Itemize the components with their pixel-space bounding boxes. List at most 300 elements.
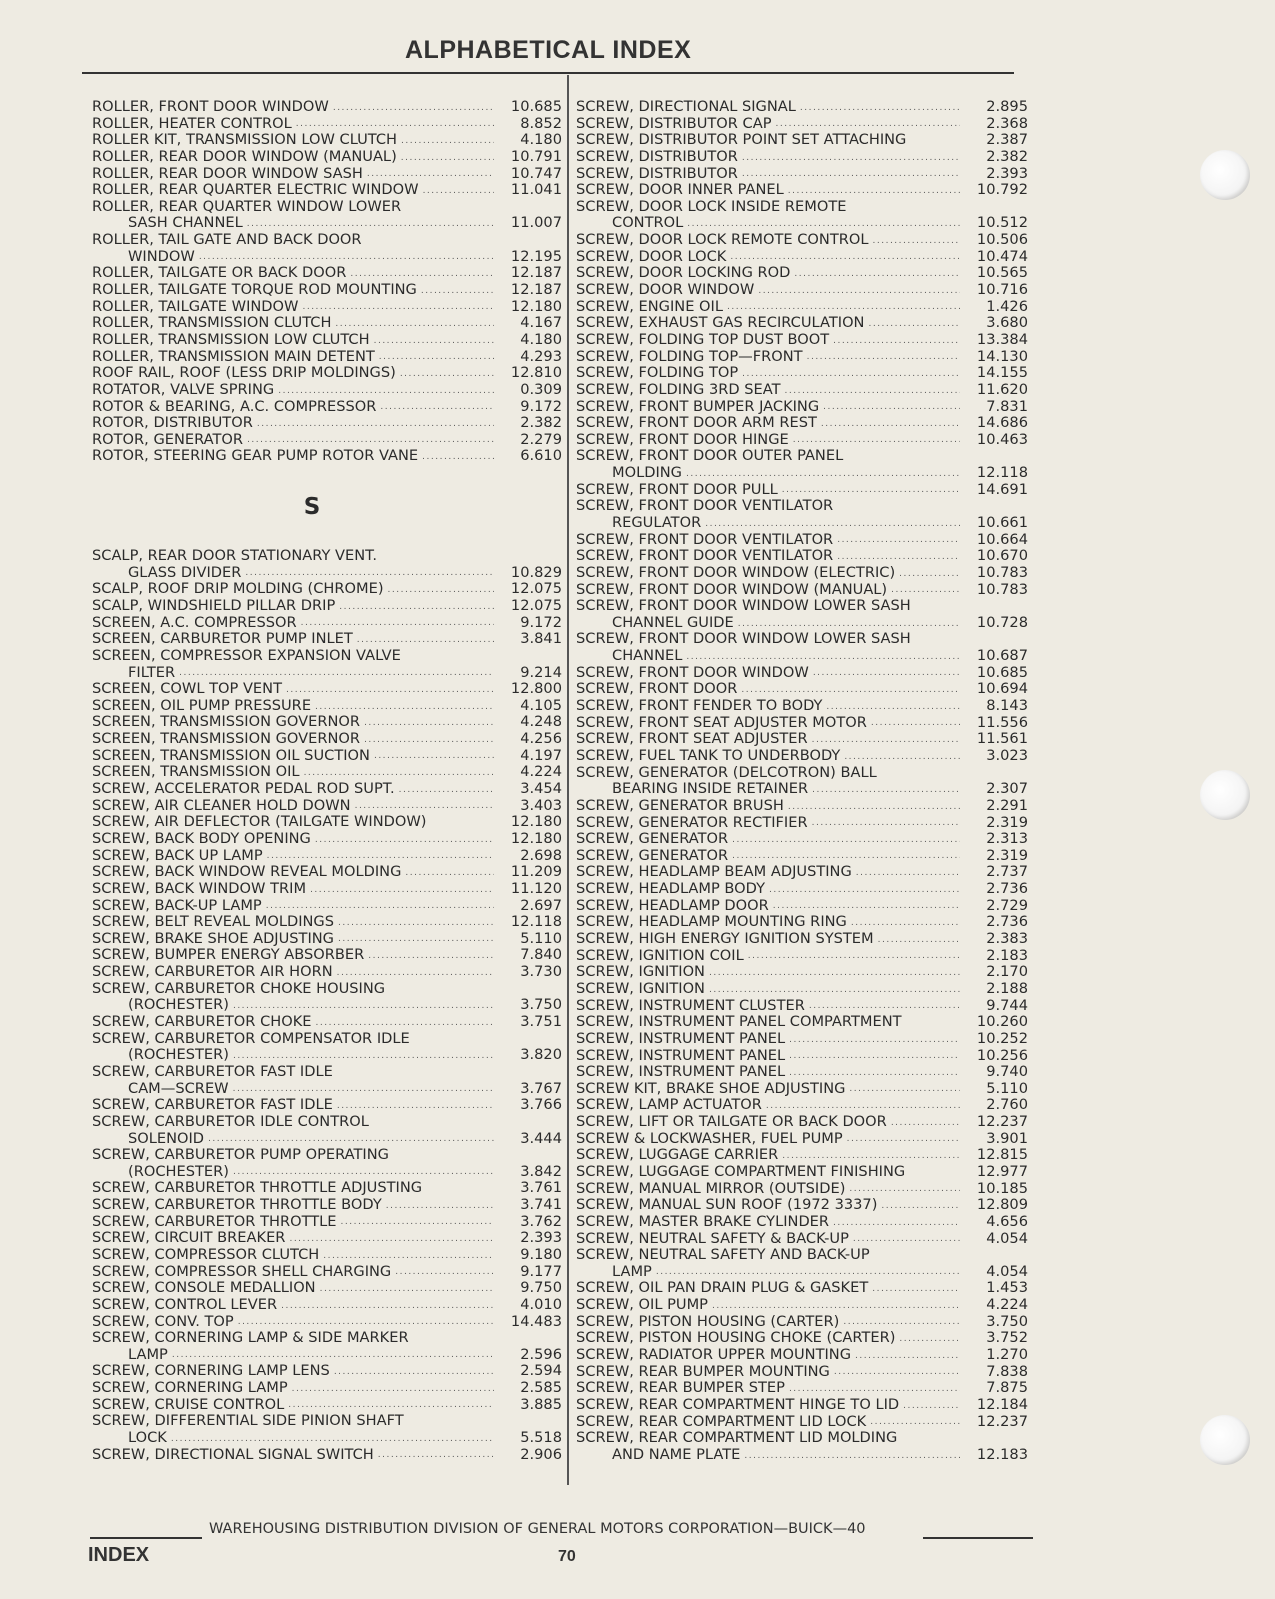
index-entry [576,215,1028,232]
entry-text: LAMP [128,1345,168,1363]
entry-page-ref: 2.729 [986,896,1028,914]
index-entry [576,1380,1028,1397]
index-entry [92,1297,562,1314]
entry-page-ref: 4.180 [520,330,562,348]
entry-text: SCREW, DOOR WINDOW [576,281,755,299]
leader-dots [304,767,494,779]
entry-text: SCREW, CORNERING LAMP LENS [92,1362,330,1380]
index-entry [92,265,562,282]
entry-page-ref: 10.783 [976,580,1028,598]
entry-text: SCREW, DIFFERENTIAL SIDE PINION SHAFT [92,1412,404,1430]
entry-page-ref: 1.426 [986,297,1028,315]
index-entry [576,1447,1028,1464]
leader-dots [315,834,494,846]
leader-dots [267,850,494,862]
entry-text: SCREW, CRUISE CONTROL [92,1395,285,1413]
index-entry [92,1447,562,1464]
entry-page-ref: 3.762 [520,1212,562,1230]
entry-text: ROTOR & BEARING, A.C. COMPRESSOR [92,397,377,415]
entry-page-ref: 2.736 [986,913,1028,931]
leader-dots [812,817,960,829]
entry-page-ref: 10.791 [510,147,562,165]
index-entry [92,415,562,432]
entry-page-ref: 8.143 [986,697,1028,715]
index-entry [92,997,562,1014]
leader-dots [788,801,960,813]
leader-dots [742,168,960,180]
entry-page-ref: 2.895 [986,97,1028,115]
page-number: 70 [558,1548,576,1565]
entry-page-ref: 10.260 [976,1013,1028,1031]
entry-page-ref: 7.838 [986,1362,1028,1380]
leader-dots [334,1366,494,1378]
entry-text: (ROCHESTER) [128,996,229,1014]
index-entry [92,1081,562,1098]
footer-rule-left [90,1537,202,1539]
index-entry [576,1364,1028,1381]
index-entry [576,681,1028,698]
entry-text: SCREW KIT, BRAKE SHOE ADJUSTING [576,1079,846,1097]
index-entry [576,731,1028,748]
leader-dots [833,335,960,347]
index-entry [92,166,562,183]
index-entry [92,848,562,865]
index-entry [92,182,562,199]
leader-dots [727,301,960,313]
index-entry [576,1197,1028,1214]
index-entry [92,1214,562,1231]
leader-dots [338,917,494,929]
leader-dots [245,567,494,579]
entry-page-ref: 10.716 [976,281,1028,299]
index-entry [576,349,1028,366]
entry-page-ref: 4.197 [520,746,562,764]
index-entry [92,1131,562,1148]
index-entry [576,132,1028,149]
entry-page-ref: 4.256 [520,730,562,748]
index-entry [92,116,562,133]
entry-page-ref: 12.810 [510,364,562,382]
index-entry [92,1330,562,1347]
index-entry [576,815,1028,832]
leader-dots [705,518,960,530]
entry-page-ref: 14.155 [976,364,1028,382]
leader-dots [744,1450,960,1462]
leader-dots [296,118,494,130]
index-entry [576,166,1028,183]
entry-page-ref: 3.901 [986,1129,1028,1147]
entry-page-ref: 3.842 [520,1162,562,1180]
entry-text: SCREW, CORNERING LAMP & SIDE MARKER [92,1329,409,1347]
leader-dots [315,701,494,713]
entry-text: SCREW, EXHAUST GAS RECIRCULATION [576,314,865,332]
leader-dots [807,351,960,363]
entry-text: SCALP, WINDSHIELD PILLAR DRIP [92,597,336,614]
index-entry [92,615,562,632]
entry-text: SCREW, DIRECTIONAL SIGNAL [576,97,796,115]
entry-page-ref: 10.185 [976,1179,1028,1197]
leader-dots [856,867,960,879]
entry-page-ref: 7.831 [986,397,1028,415]
leader-dots [380,401,494,413]
entry-text: SCREW, FRONT DOOR WINDOW LOWER SASH [576,630,911,648]
entry-page-ref: 4.054 [986,1229,1028,1247]
index-entry [92,1363,562,1380]
leader-dots [257,418,494,430]
index-entry [92,798,562,815]
entry-text: ROLLER, TAILGATE TORQUE ROD MOUNTING [92,281,417,299]
leader-dots [741,684,960,696]
entry-text: SCREW, REAR COMPARTMENT LID LOCK [576,1412,867,1430]
leader-dots [794,268,960,280]
leader-dots [172,1349,494,1361]
leader-dots [870,1416,960,1428]
entry-page-ref: 10.256 [976,1046,1028,1064]
entry-page-ref: 10.728 [976,613,1028,631]
entry-page-ref: 2.383 [986,930,1028,948]
entry-page-ref: 4.054 [986,1262,1028,1280]
leader-dots [374,335,494,347]
leader-dots [333,102,494,114]
entry-text: WINDOW [128,247,195,265]
entry-text: SCREW, FOLDING 3RD SEAT [576,380,781,398]
entry-text: SCREW, CARBURETOR THROTTLE ADJUSTING [92,1179,423,1197]
entry-text: ROLLER, FRONT DOOR WINDOW [92,97,329,115]
entry-text: SCREW, DOOR LOCK REMOTE CONTROL [576,231,869,249]
leader-dots [834,1366,960,1378]
entry-text: SCREW, FRONT DOOR VENTILATOR [576,547,834,565]
index-entry [92,581,562,598]
entry-text: SCREW, ENGINE OIL [576,297,723,315]
index-entry [576,1347,1028,1364]
leader-dots [292,1383,494,1395]
index-entry [576,981,1028,998]
index-entry [576,448,1028,465]
index-entry [576,914,1028,931]
index-entry [92,382,562,399]
leader-dots [878,934,960,946]
index-entry [576,998,1028,1015]
leader-dots [742,368,960,380]
entry-text: SCREW, FRONT FENDER TO BODY [576,697,823,715]
leader-dots [337,1100,494,1112]
entry-text: SCREW, BELT REVEAL MOLDINGS [92,913,334,931]
entry-text: SCREW, FRONT DOOR VENTILATOR [576,497,834,515]
entry-text: ROOF RAIL, ROOF (LESS DRIP MOLDINGS) [92,364,396,382]
leader-dots [310,884,494,896]
leader-dots [868,318,960,330]
leader-dots [338,933,494,945]
index-entry [576,1081,1028,1098]
entry-text: SCREW, BUMPER ENERGY ABSORBER [92,946,365,964]
entry-text: SCREW, FOLDING TOP [576,364,739,382]
entry-text: SCREW, AIR CLEANER HOLD DOWN [92,796,351,814]
entry-page-ref: 12.180 [510,829,562,847]
entry-text: SCREW, INSTRUMENT PANEL [576,1029,786,1047]
entry-text: SCREW, REAR COMPARTMENT HINGE TO LID [576,1395,900,1413]
entry-page-ref: 10.685 [976,663,1028,681]
leader-dots [686,468,960,480]
leader-dots [288,1399,494,1411]
entry-text: SCREW, CORNERING LAMP [92,1379,288,1397]
index-entry [576,698,1028,715]
leader-dots [171,1433,494,1445]
leader-dots [686,651,960,663]
entry-page-ref: 2.906 [520,1445,562,1463]
entry-page-ref: 3.766 [520,1096,562,1114]
leader-dots [656,1266,960,1278]
index-entry [92,282,562,299]
entry-page-ref: 4.167 [520,314,562,332]
index-entry [92,332,562,349]
leader-dots [899,568,960,580]
index-entry [576,465,1028,482]
leader-dots [738,618,960,630]
leader-dots [395,1266,494,1278]
index-entry [576,1214,1028,1231]
entry-text: SCREW, GENERATOR BRUSH [576,796,784,814]
entry-page-ref: 2.382 [986,147,1028,165]
entry-page-ref: 9.740 [986,1063,1028,1081]
index-entry [92,1247,562,1264]
index-entry [92,831,562,848]
entry-page-ref: 5.110 [986,1079,1028,1097]
entry-page-ref: 10.747 [510,164,562,182]
leader-dots [788,185,960,197]
entry-page-ref: 0.309 [520,380,562,398]
index-entry [92,1064,562,1081]
entry-page-ref: 12.800 [510,680,562,698]
entry-page-ref: 2.594 [520,1362,562,1380]
index-entry [576,1414,1028,1431]
index-entry [92,365,562,382]
leader-dots [367,168,494,180]
index-entry [92,731,562,748]
entry-text: ROLLER, REAR DOOR WINDOW SASH [92,164,363,182]
leader-dots [903,1400,960,1412]
entry-page-ref: 2.319 [986,846,1028,864]
entry-page-ref: 12.815 [976,1146,1028,1164]
entry-text: CHANNEL [612,647,683,665]
index-entry [576,748,1028,765]
index-entry [576,848,1028,865]
entry-text: SCREEN, COWL TOP VENT [92,680,282,698]
entry-page-ref: 2.279 [520,430,562,448]
entry-page-ref: 11.620 [976,380,1028,398]
entry-text: (ROCHESTER) [128,1162,229,1180]
index-entry [576,715,1028,732]
entry-page-ref: 2.188 [986,979,1028,997]
index-entry [92,1230,562,1247]
entry-page-ref: 9.214 [520,663,562,681]
entry-text: SCREW, MASTER BRAKE CYLINDER [576,1212,830,1230]
entry-page-ref: 2.319 [986,813,1028,831]
entry-text: SCREW, GENERATOR (DELCOTRON) BALL [576,763,877,781]
leader-dots [826,701,960,713]
entry-text: BEARING INSIDE RETAINER [612,780,809,798]
leader-dots [709,967,960,979]
entry-page-ref: 13.384 [976,330,1028,348]
entry-text: ROTOR, DISTRIBUTOR [92,414,253,432]
entry-page-ref: 10.565 [976,264,1028,282]
entry-page-ref: 3.750 [520,996,562,1014]
entry-text: SCREW, HEADLAMP BODY [576,880,766,898]
entry-text: SCREW, BACK-UP LAMP [92,896,262,914]
leader-dots [233,1166,494,1178]
leader-dots [335,318,494,330]
index-entry [576,548,1028,565]
column-divider [567,75,569,1485]
entry-text: CAM—SCREW [128,1079,229,1097]
leader-dots [812,784,960,796]
index-entry [576,881,1028,898]
entry-text: SCREEN, OIL PUMP PRESSURE [92,696,312,714]
index-entry [92,648,562,665]
entry-page-ref: 3.761 [520,1179,562,1197]
index-entry [92,981,562,998]
leader-dots [238,1316,494,1328]
leader-dots [809,1000,960,1012]
entry-text: SCREW, DOOR LOCKING ROD [576,264,791,282]
entry-text: LOCK [128,1429,167,1447]
leader-dots [422,451,494,463]
entry-text: SCREW, HEADLAMP BEAM ADJUSTING [576,863,852,881]
index-entry [576,199,1028,216]
index-entry [92,1114,562,1131]
leader-dots [399,784,494,796]
entry-page-ref: 9.172 [520,397,562,415]
leader-dots [732,834,960,846]
entry-text: SCREW, REAR COMPARTMENT LID MOLDING [576,1429,898,1447]
leader-dots [891,1117,960,1129]
entry-text: SCREW, FRONT DOOR OUTER PANEL [576,447,844,465]
index-entry [576,648,1028,665]
entry-text: SCREW, GENERATOR [576,846,729,864]
entry-page-ref: 11.561 [976,730,1028,748]
entry-text: LAMP [612,1262,652,1280]
leader-dots [847,1133,960,1145]
leader-dots [400,368,494,380]
index-entry [92,1180,562,1197]
entry-text: SCREW, FRONT SEAT ADJUSTER [576,730,808,748]
leader-dots [833,1217,960,1229]
leader-dots [364,734,494,746]
roller-entry-list [92,99,562,465]
entry-text: SASH CHANNEL [128,214,243,232]
leader-dots [782,484,960,496]
page-title: ALPHABETICAL INDEX [405,36,692,64]
entry-page-ref: 9.744 [986,996,1028,1014]
index-entry [92,964,562,981]
leader-dots [837,551,960,563]
leader-dots [339,601,494,613]
entry-page-ref: 3.751 [520,1013,562,1031]
index-entry [92,1397,562,1414]
index-entry [92,914,562,931]
leader-dots [773,900,960,912]
entry-text: SCREW, CONV. TOP [92,1312,234,1330]
entry-page-ref: 12.180 [510,297,562,315]
entry-text: SCREW, FRONT DOOR WINDOW LOWER SASH [576,597,911,615]
leader-dots [401,135,494,147]
entry-page-ref: 9.180 [520,1245,562,1263]
entry-page-ref: 10.829 [510,563,562,581]
index-entry [576,1264,1028,1281]
entry-page-ref: 3.444 [520,1129,562,1147]
leader-dots [320,1283,494,1295]
leader-dots [423,185,494,197]
entry-text: REGULATOR [612,514,702,531]
entry-page-ref: 10.474 [976,247,1028,265]
index-entry [92,1197,562,1214]
entry-text: GLASS DIVIDER [128,563,242,581]
index-entry [576,415,1028,432]
entry-text: ROLLER, HEATER CONTROL [92,114,292,132]
entry-page-ref: 4.180 [520,131,562,149]
index-entry [576,532,1028,549]
entry-page-ref: 2.737 [986,863,1028,881]
index-entry [92,748,562,765]
leader-dots [789,1050,960,1062]
entry-page-ref: 9.172 [520,613,562,631]
index-entry [92,1430,562,1447]
leader-dots [323,1250,494,1262]
index-entry [576,249,1028,266]
entry-text: SCREEN, TRANSMISSION OIL [92,763,300,781]
entry-text: SCREW, OIL PAN DRAIN PLUG & GASKET [576,1279,869,1297]
index-entry [92,715,562,732]
entry-text: ROLLER, TRANSMISSION MAIN DETENT [92,347,375,365]
index-entry [92,215,562,232]
leader-dots [350,268,494,280]
leader-dots [374,750,494,762]
leader-dots [286,684,494,696]
entry-page-ref: 14.483 [510,1312,562,1330]
entry-page-ref: 4.224 [520,763,562,781]
entry-page-ref: 2.760 [986,1096,1028,1114]
entry-page-ref: 3.885 [520,1395,562,1413]
entry-page-ref: 2.736 [986,880,1028,898]
index-entry [576,1330,1028,1347]
leader-dots [769,884,960,896]
index-entry [576,515,1028,532]
entry-page-ref: 12.075 [510,580,562,598]
entry-text: SCREW, HIGH ENERGY IGNITION SYSTEM [576,930,874,948]
index-entry [576,1181,1028,1198]
index-entry [576,864,1028,881]
index-entry [92,448,562,465]
entry-text: SCREW, DISTRIBUTOR [576,164,738,182]
leader-dots [233,1000,494,1012]
entry-page-ref: 9.750 [520,1279,562,1297]
entry-page-ref: 5.518 [520,1429,562,1447]
footer-rule-right [923,1537,1033,1539]
entry-text: SCREW, FRONT DOOR WINDOW [576,663,809,681]
index-entry [576,332,1028,349]
index-entry [576,282,1028,299]
entry-text: SCREW, FOLDING TOP DUST BOOT [576,330,830,348]
index-entry [576,1048,1028,1065]
leader-dots [316,1017,494,1029]
index-entry [576,99,1028,116]
entry-page-ref: 11.556 [976,713,1028,731]
entry-page-ref: 4.656 [986,1212,1028,1230]
index-entry [576,582,1028,599]
entry-text: SCREW, BACK WINDOW TRIM [92,879,307,897]
entry-page-ref: 12.183 [976,1445,1028,1463]
entry-text: SCREW, BACK BODY OPENING [92,829,311,847]
leader-dots [281,1300,494,1312]
